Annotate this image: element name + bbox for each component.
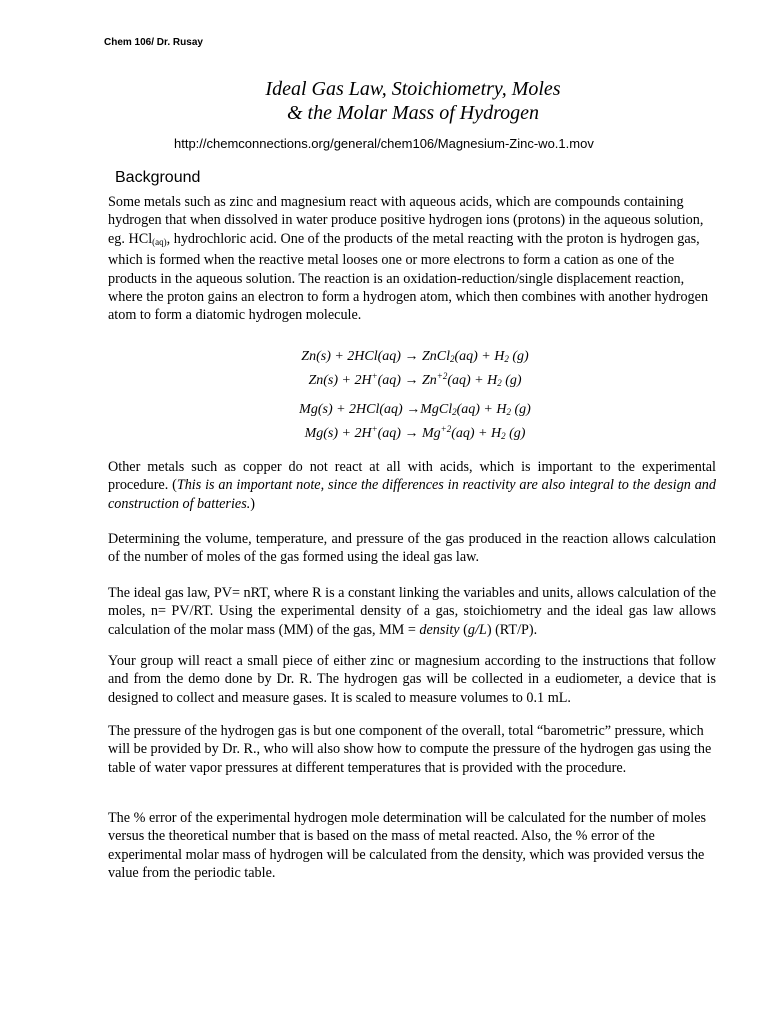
equation-zinc-proton: $Zn(s) + 2H^+(aq) \to Zn^{+2}(aq) + H_2$ (g): [308, 371, 522, 388]
paragraph-group-procedure: Your group will react a small piece of either zinc or magnesium according to the instructions that follow and from the demo done by Dr. R. The hydrogen gas will be collected in a eudiometer, a device that is designed to collect and measure gases. It is scaled to measure volumes to 0.1 mL.: [108, 653, 716, 706]
paragraph-determining-volume: Determining the volume, temperature, and pressure of the gas produced in the reaction allows calculation of the number of moles of the gas formed using the ideal gas law.: [108, 531, 716, 566]
paragraph-intro: Some metals such as zinc and magnesium react with aqueous acids, which are compounds containing hydrogen that when dissolved in water produce positive hydrogen ions (protons) in the aqueous solution, eg. HCl$_{(aq)}$, hydrochloric acid. One of the products of the metal reacting with the proton is hydrogen gas, which is formed when the reactive metal looses one or more electrons to form a cation as one of the products in the aqueous solution. The reaction is an oxidation-reduction/single displacement reaction, where the proton gains an electron to form a hydrogen atom, which then combines with another hydrogen atom to form a diatomic hydrogen molecule.: [108, 194, 709, 324]
video-link[interactable]: http://chemconnections.org/general/chem106/Magnesium-Zinc-wo.1.mov: [174, 136, 594, 151]
section-heading-background: Background: [115, 169, 201, 186]
paragraph-pressure: The pressure of the hydrogen gas is but one component of the overall, total “barometric” pressure, which will be provided by Dr. R., who will also show how to compute the pressure of the hydrogen gas using the table of water vapor pressures at different temperatures that is provided with the procedure.: [108, 723, 712, 776]
paragraph-copper-note: Other metals such as copper do not react at all with acids, which is important to the experimental procedure. (This is an important note, since the differences in reactivity are also integral to the design and construction of batteries.): [108, 459, 716, 512]
equation-zinc-hcl: Zn(s) + 2HCl(aq) → ZnCl$_2$(aq) + $H_2$ (g): [301, 349, 529, 364]
equation-magnesium-proton: $Mg(s) + 2H^+(aq) \to Mg^{+2}(aq) + H_2$ (g): [304, 424, 526, 441]
page-header: Chem 106/ Dr. Rusay: [104, 37, 203, 48]
equation-magnesium-hcl: Mg(s) + 2HCl(aq) →MgCl$_2$(aq) + $H_2$ (g): [299, 402, 531, 417]
title-line-2: & the Molar Mass of Hydrogen: [286, 102, 539, 124]
paragraph-ideal-gas-law: The ideal gas law, PV= nRT, where R is a constant linking the variables and units, allows calculation of the moles, n= PV/RT. Using the experimental density of a gas, stoichiometry and the ideal gas law allows calculation of the molar mass (MM) of the gas, MM = density (g/L) (RT/P).: [108, 585, 716, 638]
paragraph-percent-error: The % error of the experimental hydrogen mole determination will be calculated for the number of moles versus the theoretical number that is based on the mass of metal reacted. Also, the % error of the experimental molar mass of hydrogen will be calculated from the density, which was provided versus the value from the periodic table.: [108, 810, 707, 882]
title-line-1: Ideal Gas Law, Stoichiometry, Moles: [265, 78, 561, 100]
